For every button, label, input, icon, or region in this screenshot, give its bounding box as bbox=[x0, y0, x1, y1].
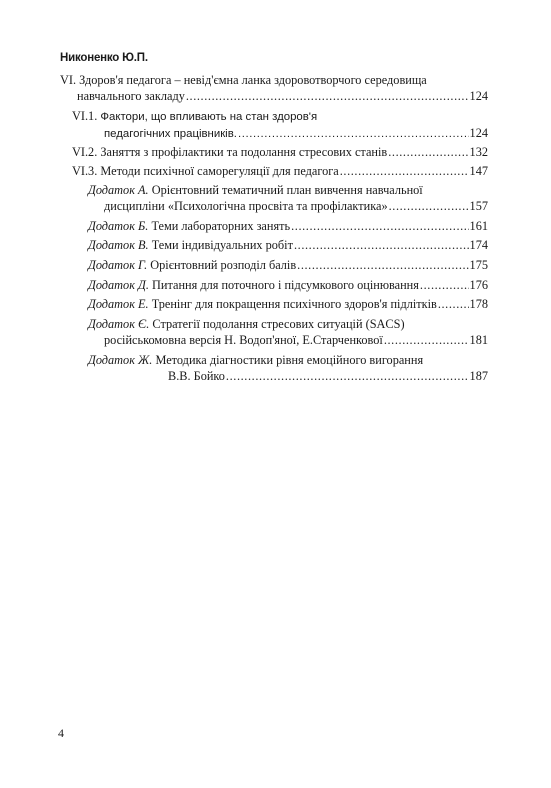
toc-page-number: 157 bbox=[469, 199, 488, 214]
toc-leader-dots bbox=[238, 126, 469, 142]
toc-appendix-ye[interactable] bbox=[88, 316, 488, 349]
toc-leader-dots bbox=[340, 163, 469, 179]
appendix-label: Додаток Г. bbox=[88, 258, 148, 272]
toc-entry-text-cont: російськомовна версія Н. Водоп'яної, Е.Старченкової bbox=[104, 333, 383, 348]
toc-appendix-b[interactable] bbox=[88, 218, 488, 234]
toc-entry-text: VI.2. Заняття з профілактики та подолання стресових станів bbox=[72, 145, 388, 159]
appendix-label: Додаток В. bbox=[88, 238, 149, 252]
toc-leader-dots bbox=[420, 277, 469, 293]
toc-appendix-a[interactable] bbox=[88, 182, 488, 215]
toc-entry-text-cont: педагогічних працівників. bbox=[104, 128, 237, 141]
toc-leader-dots bbox=[291, 218, 468, 234]
toc-entry-text: VI.3. Методи психічної саморегуляції для педагога bbox=[72, 164, 339, 178]
toc-page-number: 124 bbox=[469, 126, 488, 141]
toc-entry-text-cont: навчального закладу bbox=[77, 89, 185, 104]
toc-entry-vi-1[interactable] bbox=[72, 108, 488, 143]
toc-page-number: 124 bbox=[469, 89, 488, 104]
toc-page-number: 187 bbox=[469, 369, 488, 384]
appendix-label: Додаток Б. bbox=[88, 219, 149, 233]
toc-entry-text: Питання для поточного і підсумкового оцінювання bbox=[148, 278, 419, 292]
toc-page-number: 161 bbox=[469, 219, 488, 233]
toc-page-number: 178 bbox=[469, 297, 488, 311]
appendix-label: Додаток Е. bbox=[88, 297, 149, 311]
toc-leader-dots bbox=[389, 198, 469, 214]
toc-appendix-e[interactable] bbox=[88, 296, 488, 312]
appendix-label: Додаток Є. bbox=[88, 317, 150, 331]
toc-appendix-v[interactable] bbox=[88, 237, 488, 253]
toc-entry-text: Тренінг для покращення психічного здоров'я підлітків bbox=[148, 297, 437, 311]
toc-leader-dots bbox=[297, 257, 468, 273]
appendix-label: Додаток Ж. bbox=[88, 353, 153, 367]
author-header: Никоненко Ю.П. bbox=[60, 52, 148, 64]
toc-page-number: 175 bbox=[469, 258, 488, 272]
toc-page-number: 176 bbox=[469, 278, 488, 292]
toc-page-number: 132 bbox=[469, 145, 488, 159]
toc-page-number: 181 bbox=[469, 333, 488, 348]
toc-leader-dots bbox=[226, 368, 469, 384]
appendix-label: Додаток Д. bbox=[88, 278, 149, 292]
toc-page-number: 174 bbox=[469, 238, 488, 252]
toc-entry-text: Теми лабораторних занять bbox=[148, 219, 291, 233]
toc-entry-vi-2[interactable] bbox=[72, 144, 488, 160]
toc-appendix-h[interactable] bbox=[88, 257, 488, 273]
toc-appendix-d[interactable] bbox=[88, 277, 488, 293]
toc-leader-dots bbox=[384, 332, 469, 348]
toc-entry-vi[interactable] bbox=[60, 72, 488, 105]
toc-entry-text: VI. Здоров'я педагога – невід'ємна ланка здоровотворчого середовища bbox=[60, 73, 427, 87]
toc-entry-text-cont: дисципліни «Психологічна просвіта та профілактика» bbox=[104, 199, 388, 214]
toc-entry-text: Теми індивідуальних робіт bbox=[148, 238, 293, 252]
toc-entry-number: VI.1. bbox=[72, 109, 101, 123]
toc-leader-dots bbox=[294, 237, 469, 253]
toc-entry-vi-3[interactable] bbox=[72, 163, 488, 179]
toc-entry-text: Методика діагностики рівня емоційного вигорання bbox=[152, 353, 424, 367]
toc-leader-dots bbox=[186, 88, 469, 104]
toc-entry-text: Стратегії подолання стресових ситуацій (SACS) bbox=[149, 317, 405, 331]
toc-entry-text: Фактори, що впливають на стан здоров'я bbox=[100, 111, 318, 123]
toc-page-number: 147 bbox=[469, 164, 488, 178]
toc-leader-dots bbox=[388, 144, 468, 160]
toc-entry-text: Орієнтовний тематичний план вивчення навчальної bbox=[148, 183, 423, 197]
page-number: 4 bbox=[58, 726, 64, 740]
toc-entry-text-cont: В.В. Бойко bbox=[168, 369, 225, 384]
toc-entry-text: Орієнтовний розподіл балів bbox=[147, 258, 297, 272]
appendix-label: Додаток А. bbox=[88, 183, 149, 197]
toc-appendix-zh[interactable] bbox=[88, 352, 488, 385]
toc-leader-dots bbox=[438, 296, 469, 312]
